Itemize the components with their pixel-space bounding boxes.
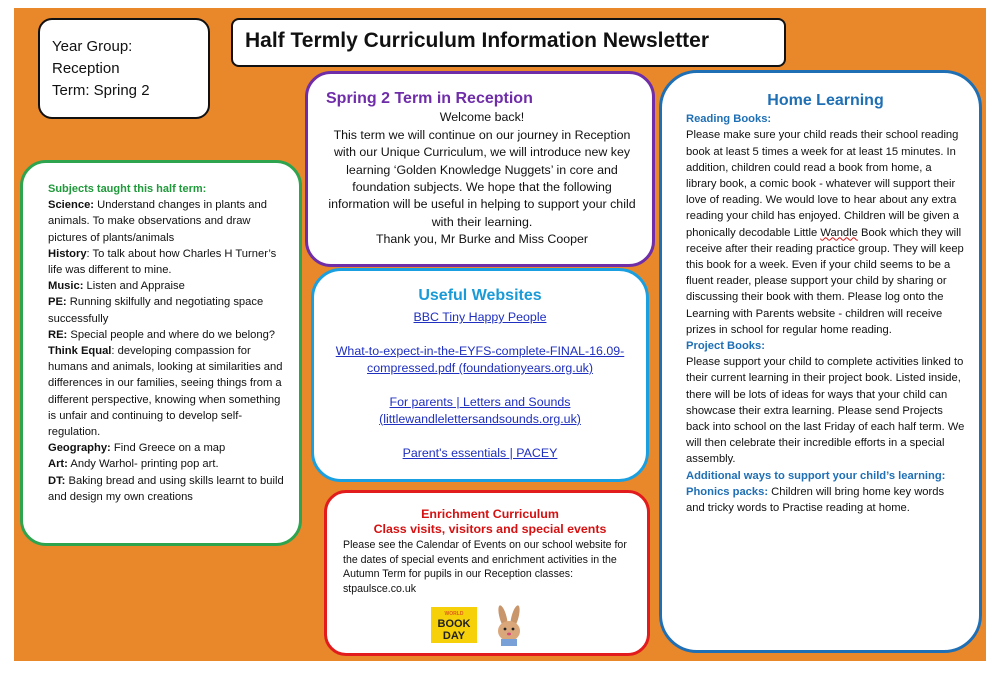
subject-item: Think Equal: developing compassion for humans and animals, looking at similarities and differences in our families, seeing things from a different perspective, knowing when something is unfair and continuing to develop self-regulation. bbox=[48, 345, 283, 439]
enrichment-images bbox=[431, 603, 551, 647]
subjects-panel bbox=[20, 160, 302, 546]
page-title: Half Termly Curriculum Information Newsletter bbox=[245, 29, 710, 52]
subject-item: Art: Andy Warhol- printing pop art. bbox=[48, 458, 219, 471]
welcome-text: Welcome back! bbox=[439, 110, 525, 125]
year-group-value: Reception bbox=[52, 60, 120, 77]
subject-item: Music: Listen and Appraise bbox=[48, 280, 185, 293]
world-book-day-logo bbox=[431, 607, 477, 643]
link-pacey[interactable]: Parent's essentials | PACEY bbox=[402, 446, 558, 460]
home-learning-panel bbox=[659, 70, 982, 653]
spring-signoff: Thank you, Mr Burke and Miss Cooper bbox=[375, 232, 589, 247]
enrichment-subheading: Class visits, visitors and special events bbox=[373, 521, 607, 536]
link-bbc-tiny-happy-people[interactable]: BBC Tiny Happy People bbox=[413, 310, 547, 324]
subject-item: PE: Running skilfully and negotiating space successfully bbox=[48, 296, 264, 325]
spring-term-panel bbox=[305, 71, 655, 267]
link-eyfs-pdf[interactable]: What-to-expect-in-the-EYFS-complete-FINAL-16.09-compressed.pdf (foundationyears.org.uk) bbox=[335, 344, 625, 375]
subjects-heading: Subjects taught this half term: bbox=[48, 183, 207, 195]
rabbit-icon bbox=[497, 605, 522, 646]
home-heading: Home Learning bbox=[767, 92, 884, 109]
phonics-text: Phonics packs: Children will bring home key words and tricky words to Practise reading at home. bbox=[686, 485, 945, 515]
subject-item: DT: Baking bread and using skills learnt to build and design my own creations bbox=[48, 474, 284, 503]
year-group-box bbox=[38, 18, 210, 119]
subject-item: History: To talk about how Charles H Turner’s life was different to mine. bbox=[48, 247, 277, 277]
enrichment-heading: Enrichment Curriculum bbox=[421, 507, 559, 521]
svg-text:BOOK: BOOK bbox=[437, 618, 471, 630]
useful-websites-panel bbox=[311, 268, 649, 482]
school-website: stpaulsce.co.uk bbox=[343, 582, 417, 595]
newsletter-title bbox=[231, 18, 786, 67]
subject-item: RE: Special people and where do we belong? bbox=[48, 328, 276, 341]
year-group-label: Year Group: bbox=[52, 38, 133, 55]
project-heading: Project Books: bbox=[686, 340, 765, 353]
svg-text:DAY: DAY bbox=[442, 630, 466, 642]
spring-heading: Spring 2 Term in Reception bbox=[326, 90, 533, 107]
enrichment-panel bbox=[324, 490, 650, 656]
useful-heading: Useful Websites bbox=[418, 287, 542, 304]
subject-item: Science: Understand changes in plants and animals. To make observations and draw pictures of plants/animals bbox=[48, 199, 267, 244]
link-letters-and-sounds[interactable]: For parents | Letters and Sounds (littlewandlelettersandsounds.org.uk) bbox=[379, 395, 581, 426]
reading-heading: Reading Books: bbox=[686, 113, 772, 126]
project-text: Please support your child to complete activities linked to their current learning in their project book. Listed inside, there will be lots of ideas for ways that your child can showcase their extra learning. Please send Projects back into school on the last Friday of each half term. We will then celebrate their incredible efforts in a special assembly. bbox=[686, 356, 965, 466]
term-label: Term: Spring 2 bbox=[52, 82, 150, 99]
subject-item: Geography: Find Greece on a map bbox=[48, 442, 226, 455]
additional-heading: Additional ways to support your child’s learning: bbox=[686, 469, 946, 482]
reading-text: Please make sure your child reads their school reading book at least 5 times a week for at least 15 minutes. In addition, children could read a book from home, a library book, a comic book - whatever will support their love of reading. We would love to hear about any extra reading your child has enjoyed. Children will be given a phonically decodable Little Wandle Book which they will receive after their reading practice group. They will keep this book for a week. Even if your child seems to be a fluent reader, please support your child by sharing or discussing their book with them. Please log onto the Learning with Parents website - children will receive prizes in school for regular home reading. bbox=[686, 129, 964, 336]
enrichment-body: Please see the Calendar of Events on our school website for the dates of special events and enrichment activities in the Autumn Term for pupils in our Reception classes: bbox=[343, 539, 627, 581]
spring-body: This term we will continue on our journey in Reception with our Unique Curriculum, we will introduce new key learning ‘Golden Knowledge Nuggets’ in core and foundation subjects. We hope that the following information will be useful in helping to support your child with their learning. bbox=[328, 127, 636, 229]
svg-text:WORLD: WORLD bbox=[444, 611, 464, 617]
